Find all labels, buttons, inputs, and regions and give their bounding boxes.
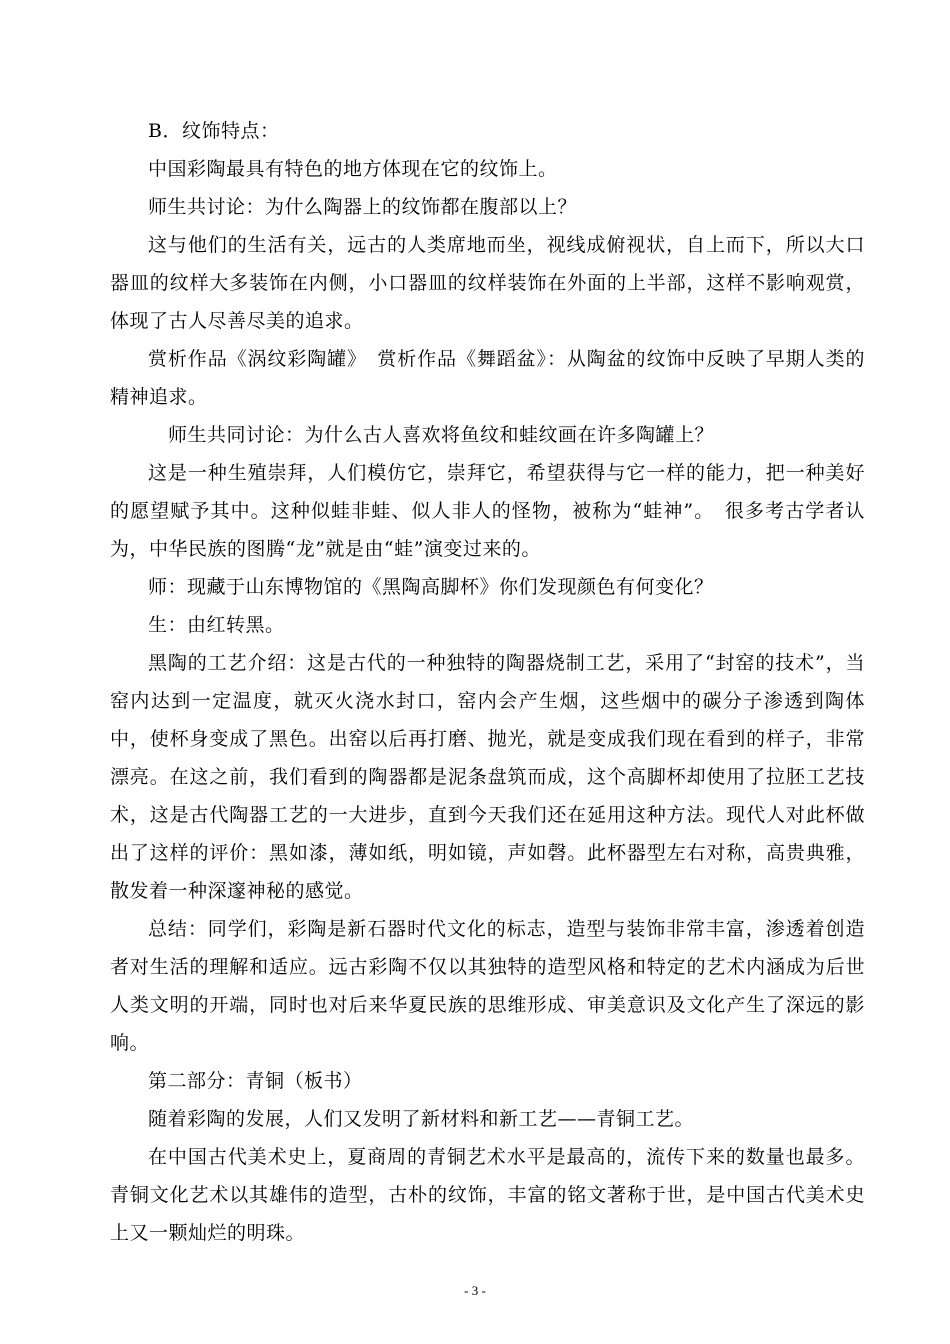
page-number: - 3 - <box>464 1283 486 1298</box>
paragraph: 在中国古代美术史上，夏商周的青铜艺术水平是最高的，流传下来的数量也最多。青铜文化艺术以其雄伟的造型，古朴的纹饰，丰富的铭文著称于世，是中国古代美术史上又一颗灿烂的明珠。 <box>110 1146 865 1244</box>
paragraph: 师：现藏于山东博物馆的《黑陶高脚杯》你们发现颜色有何变化？ <box>148 576 714 598</box>
paragraph: 师生共讨论：为什么陶器上的纹饰都在腹部以上？ <box>148 196 578 218</box>
paragraph: 师生共同讨论：为什么古人喜欢将鱼纹和蛙纹画在许多陶罐上？ <box>168 424 715 446</box>
paragraph: 中国彩陶最具有特色的地方体现在它的纹饰上。 <box>148 158 558 180</box>
paragraph: 总结：同学们，彩陶是新石器时代文化的标志，造型与装饰非常丰富，渗透着创造者对生活的理解和适应。远古彩陶不仅以其独特的造型风格和特定的艺术内涵成为后世人类文明的开端，同时也对后来华夏民族的思维形成、审美意识及文化产生了深远的影响。 <box>110 918 865 1054</box>
body-text <box>110 112 865 1252</box>
paragraph: 这是一种生殖崇拜，人们模仿它，崇拜它，希望获得与它一样的能力，把一种美好的愿望赋予其中。这种似蛙非蛙、似人非人的怪物，被称为“蛙神”。 很多考古学者认为，中华民族的图腾“龙”就是由“蛙”演变过来的。 <box>110 462 865 560</box>
paragraph: 生：由红转黑。 <box>148 614 285 636</box>
paragraph: 这与他们的生活有关，远古的人类席地而坐，视线成俯视状，自上而下，所以大口器皿的纹样大多装饰在内侧，小口器皿的纹样装饰在外面的上半部，这样不影响观赏，体现了古人尽善尽美的追求。 <box>110 234 865 332</box>
paragraph: 赏析作品《涡纹彩陶罐》 赏析作品《舞蹈盆》：从陶盆的纹饰中反映了早期人类的精神追求。 <box>110 348 865 408</box>
section-heading: 第二部分：青铜（板书） <box>148 1070 363 1092</box>
section-heading: B．纹饰特点： <box>148 120 280 142</box>
paragraph: 黑陶的工艺介绍：这是古代的一种独特的陶器烧制工艺，采用了“封窑的技术”，当窑内达到一定温度，就灭火浇水封口，窑内会产生烟，这些烟中的碳分子渗透到陶体中，使杯身变成了黑色。出窑以后再打磨、抛光，就是变成我们现在看到的样子，非常漂亮。在这之前，我们看到的陶器都是泥条盘筑而成，这个高脚杯却使用了拉胚工艺技术，这是古代陶器工艺的一大进步，直到今天我们还在延用这种方法。现代人对此杯做出了这样的评价：黑如漆，薄如纸，明如镜，声如磬。此杯器型左右对称，高贵典雅，散发着一种深邃神秘的感觉。 <box>110 652 865 902</box>
paragraph: 随着彩陶的发展，人们又发明了新材料和新工艺——青铜工艺。 <box>148 1108 695 1130</box>
